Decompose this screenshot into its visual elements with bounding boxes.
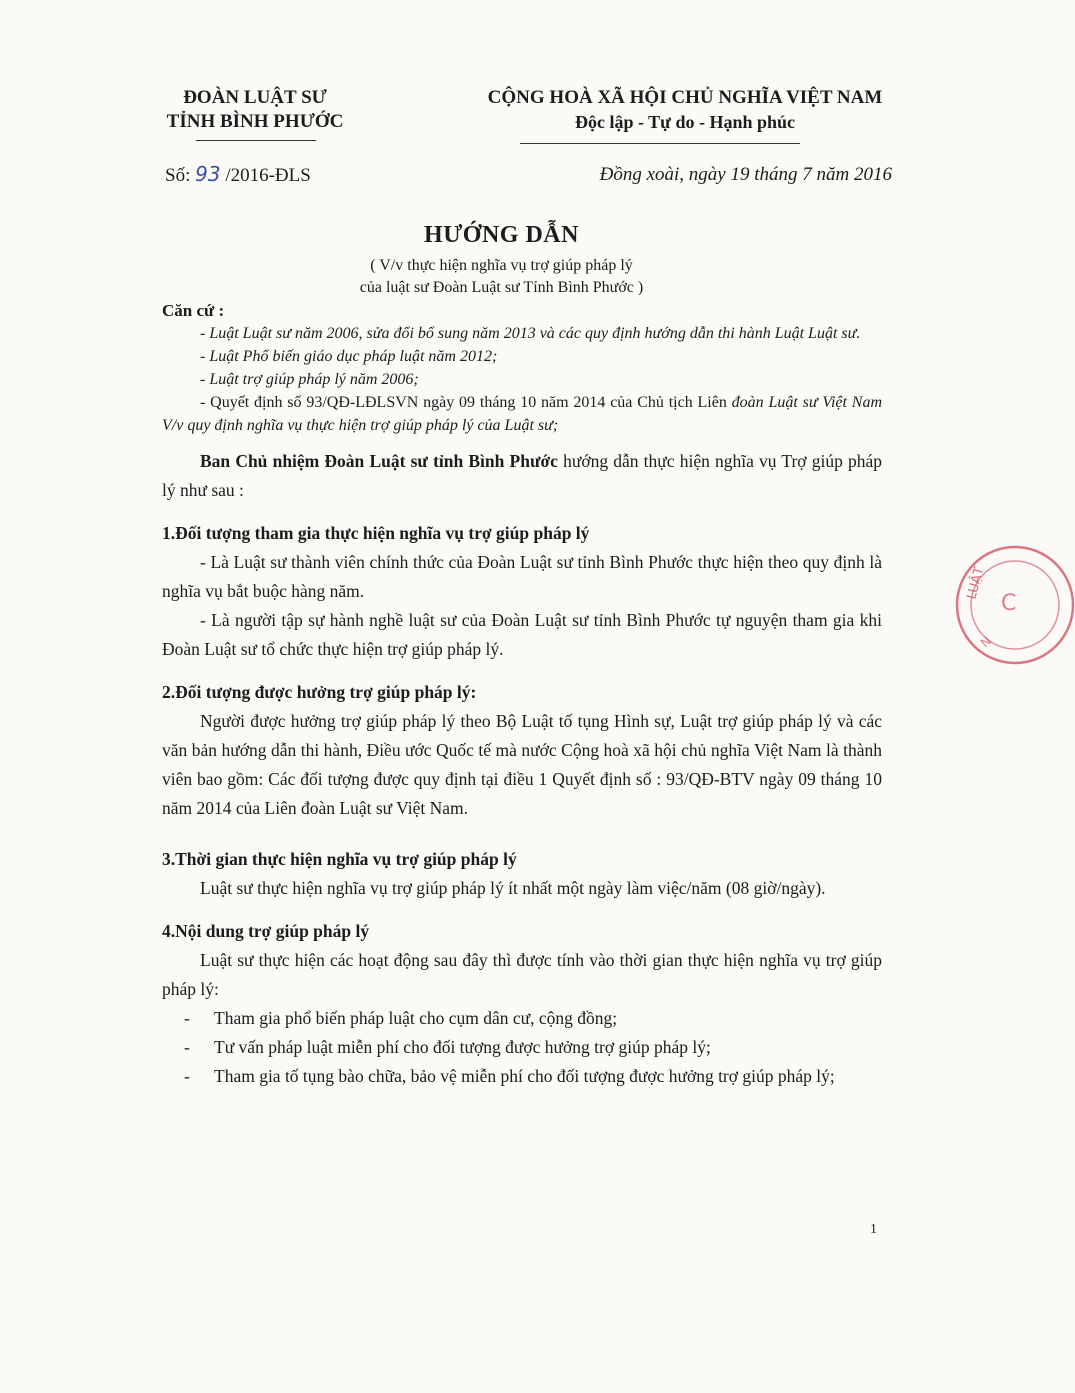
list-item: - Tư vấn pháp luật miễn phí cho đối tượng được hưởng trợ giúp pháp lý; <box>184 1037 711 1057</box>
org-underline <box>196 140 316 141</box>
intro-bold: Ban Chủ nhiệm Đoàn Luật sư tỉnh Bình Phước <box>200 451 558 471</box>
section-1-heading: 1.Đối tượng tham gia thực hiện nghĩa vụ trợ giúp pháp lý <box>162 523 590 543</box>
svg-text:C: C <box>1001 591 1017 616</box>
section-4-paragraph-1: Luật sư thực hiện các hoạt động sau đây thì được tính vào thời gian thực hiện nghĩa vụ trợ giúp pháp lý: <box>162 950 882 999</box>
intro-rest: hướng dẫn thực hiện nghĩa vụ Trợ giúp pháp lý như sau : <box>162 451 882 500</box>
org-line-1: ĐOÀN LUẬT SƯ <box>183 87 327 108</box>
motto-underline <box>520 143 800 144</box>
section-3-heading: 3.Thời gian thực hiện nghĩa vụ trợ giúp pháp lý <box>162 849 517 869</box>
basis-item-4 <box>162 391 882 437</box>
section-2-paragraph-1: Người được hưởng trợ giúp pháp lý theo Bộ Luật tố tụng Hình sự, Luật trợ giúp pháp lý và các văn bản hướng dẫn thi hành, Điều ước Quốc tế mà nước Cộng hoà xã hội chủ nghĩa Việt Nam là thành viên bao gồm: Các đối tượng được quy định tại điều 1 Quyết định số : 93/QĐ-BTV ngày 09 tháng 10 năm 2014 của Liên đoàn Luật sư Việt Nam. <box>162 711 882 818</box>
org-line-2: TỈNH BÌNH PHƯỚC <box>166 111 344 132</box>
list-item: - Tham gia phổ biến pháp luật cho cụm dân cư, cộng đồng; <box>184 1008 618 1028</box>
subtitle-line-1: ( V/v thực hiện nghĩa vụ trợ giúp pháp lý <box>370 257 633 274</box>
basis-heading: Căn cứ : <box>162 301 225 320</box>
section-4-heading: 4.Nội dung trợ giúp pháp lý <box>162 921 370 941</box>
section-1-paragraph-2: - Là người tập sự hành nghề luật sư của Đoàn Luật sư tỉnh Bình Phước tự nguyện tham gia khi Đoàn Luật sư tổ chức thực hiện trợ giúp pháp lý. <box>162 610 882 659</box>
basis-item-4-italic: đoàn Luật sư Việt Nam V/v quy định nghĩa vụ thực hiện trợ giúp pháp lý của Luật sư; <box>162 394 883 434</box>
document-subtitle <box>0 255 1003 299</box>
subtitle-line-2: của luật sư Đoàn Luật sư Tỉnh Bình Phước ) <box>359 279 644 296</box>
document-body <box>162 300 882 1091</box>
section-2-heading: 2.Đối tượng được hưởng trợ giúp pháp lý: <box>162 682 477 702</box>
section-3-paragraph-1: Luật sư thực hiện nghĩa vụ trợ giúp pháp lý ít nhất một ngày làm việc/năm (08 giờ/ngày). <box>200 878 826 898</box>
seal-text: LUẬT <box>964 565 988 602</box>
place-and-date: Đồng xoài, ngày 19 tháng 7 năm 2016 <box>599 164 892 185</box>
basis-item-3: - Luật trợ giúp pháp lý năm 2006; <box>200 371 419 388</box>
page-number: 1 <box>870 1222 877 1237</box>
document-number <box>165 162 311 187</box>
number-prefix: Số: <box>165 165 191 186</box>
national-header <box>440 86 930 134</box>
basis-item-2: - Luật Phổ biến giáo dục pháp luật năm 2012; <box>200 348 498 365</box>
handwritten-number: 93 <box>195 162 221 186</box>
document-title: HƯỚNG DẪN <box>424 222 579 248</box>
section-4-list <box>162 1004 882 1091</box>
basis-item-1: - Luật Luật sư năm 2006, sửa đổi bổ sung năm 2013 và các quy định hướng dẫn thi hành Luật Luật sư. <box>200 325 861 342</box>
nation-name: CỘNG HOÀ XÃ HỘI CHỦ NGHĨA VIỆT NAM <box>487 87 883 108</box>
list-item: - Tham gia tố tụng bào chữa, bảo vệ miễn phí cho đối tượng được hưởng trợ giúp pháp lý; <box>184 1066 835 1086</box>
official-seal-stamp <box>955 530 1075 680</box>
intro-paragraph <box>162 447 882 505</box>
issuing-organization <box>160 86 350 134</box>
section-1-paragraph-1: - Là Luật sư thành viên chính thức của Đoàn Luật sư tỉnh Bình Phước thực hiện theo quy định là nghĩa vụ bắt buộc hàng năm. <box>162 552 882 601</box>
number-suffix: /2016-ĐLS <box>225 165 311 186</box>
basis-item-4-plain: - Quyết định số 93/QĐ-LĐLSVN ngày 09 tháng 10 năm 2014 của Chủ tịch Liên <box>200 394 727 411</box>
national-motto: Độc lập - Tự do - Hạnh phúc <box>574 112 796 132</box>
svg-text:N: N <box>977 633 994 651</box>
